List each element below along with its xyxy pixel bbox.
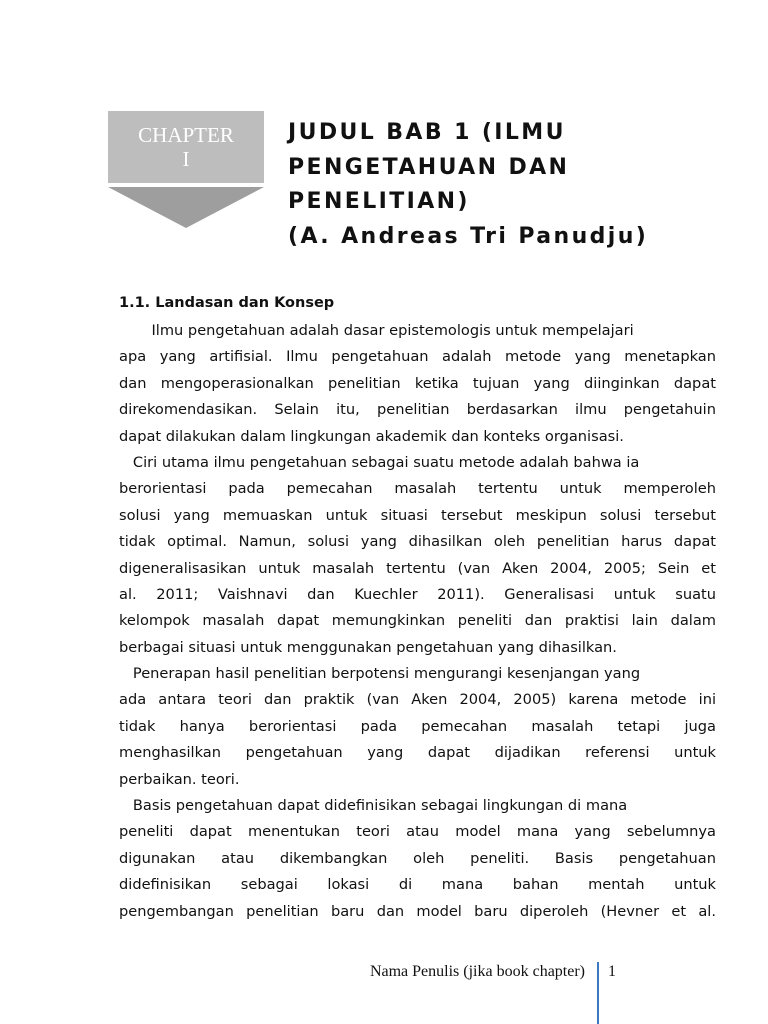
chapter-title-line: PENGETAHUAN DAN — [288, 154, 570, 180]
body-line: perbaikan. teori. — [119, 770, 240, 788]
body-line: berorientasi pada pemecahan masalah tertentu untuk memperoleh — [119, 480, 716, 498]
body-line: dapat dilakukan dalam lingkungan akademik dan konteks organisasi. — [119, 427, 624, 445]
chapter-title-line: JUDUL BAB 1 (ILMU — [288, 120, 566, 145]
body-line: tidak optimal. Namun, solusi yang dihasilkan oleh penelitian harus dapat — [119, 533, 716, 551]
body-line: menghasilkan pengetahuan yang dapat dijadikan referensi untuk — [119, 744, 716, 762]
body-line: Ilmu pengetahuan adalah dasar epistemologis untuk mempelajari — [119, 322, 634, 339]
body-line: digunakan atau dikembangkan oleh peneliti. Basis pengetahuan — [119, 849, 716, 867]
chapter-badge-label: CHAPTER — [138, 123, 234, 147]
body-line: Basis pengetahuan dapat didefinisikan sebagai lingkungan di mana — [119, 797, 628, 815]
body-line: dan mengoperasionalkan penelitian ketika tujuan yang diinginkan dapat — [119, 374, 716, 392]
body-line: pengembangan penelitian baru dan model baru diperoleh (Hevner et al. — [119, 902, 716, 920]
body-line: al. 2011; Vaishnavi dan Kuechler 2011). Generalisasi untuk suatu — [119, 585, 716, 603]
chapter-author-line: (A. Andreas Tri Panudju) — [288, 223, 649, 249]
body-line: kelompok masalah dapat memungkinkan peneliti dan praktisi lain dalam — [119, 612, 716, 630]
body-line: Penerapan hasil penelitian berpotensi mengurangi kesenjangan yang — [119, 665, 641, 683]
chapter-badge-number: I — [182, 147, 190, 171]
body-line: ada antara teori dan praktik (van Aken 2004, 2005) karena metode ini — [119, 691, 716, 709]
body-line: tidak hanya berorientasi pada pemecahan masalah tetapi juga — [119, 717, 716, 735]
body-line: didefinisikan sebagai lokasi di mana bahan mentah untuk — [119, 876, 716, 894]
section-heading: 1.1. Landasan dan Konsep — [119, 295, 335, 311]
body-line: apa yang artifisial. Ilmu pengetahuan adalah metode yang menetapkan — [119, 348, 716, 366]
body-line: peneliti dapat menentukan teori atau model mana yang sebelumnya — [119, 823, 716, 841]
footer-author-label: Nama Penulis (jika book chapter) — [369, 963, 585, 980]
chapter-badge — [108, 111, 264, 228]
body-line: berbagai situasi untuk menggunakan pengetahuan yang dihasilkan. — [119, 638, 617, 656]
chapter-title-line: PENELITIAN) — [288, 189, 470, 214]
page-number: 1 — [608, 963, 616, 980]
body-line: solusi yang memuaskan untuk situasi tersebut meskipun solusi tersebut — [119, 506, 716, 524]
chapter-title — [288, 116, 728, 254]
body-line: digeneralisasikan untuk masalah tertentu (van Aken 2004, 2005; Sein et — [119, 559, 716, 577]
body-line: direkomendasikan. Selain itu, penelitian berdasarkan ilmu pengetahuin — [119, 401, 716, 419]
footer-divider — [597, 962, 599, 1024]
chapter-badge-arrow-icon — [108, 187, 264, 228]
body-line: Ciri utama ilmu pengetahuan sebagai suatu metode adalah bahwa ia — [119, 453, 640, 471]
body-text — [119, 318, 716, 925]
chapter-badge-box — [108, 111, 264, 183]
